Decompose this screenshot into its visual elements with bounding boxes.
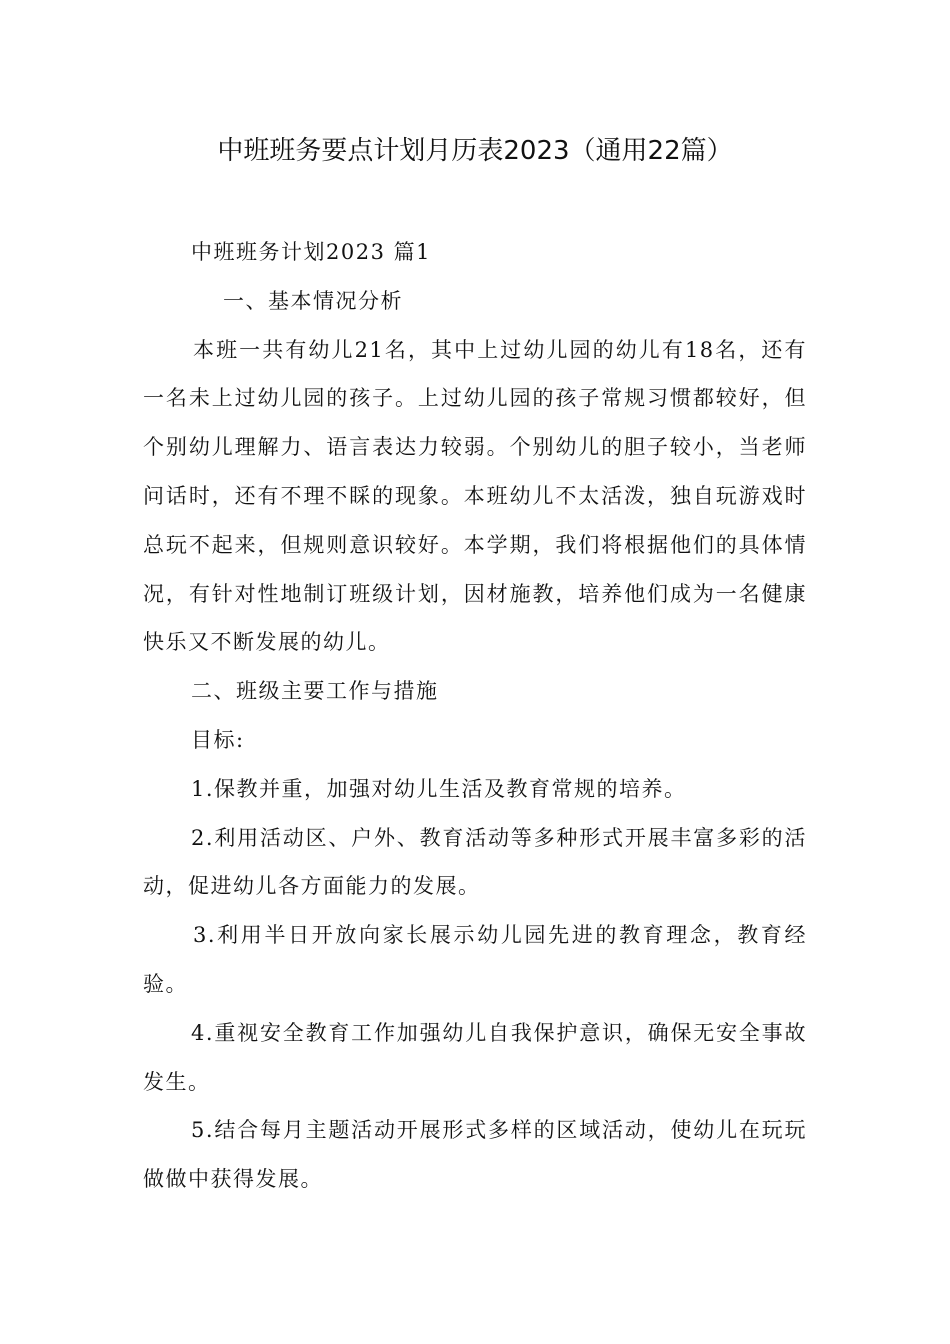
body-paragraph: 目标: (191, 727, 245, 752)
document-title: 中班班务要点计划月历表2023（通用22篇） (217, 136, 733, 166)
list-item: 1.保教并重，加强对幼儿生活及教育常规的培养。 (191, 776, 687, 801)
list-item: 2.利用活动区、户外、教育活动等多种形式开展丰富多彩的活动，促进幼儿各方面能力的发展。 (143, 825, 807, 899)
list-item: 4.重视安全教育工作加强幼儿自我保护意识，确保无安全事故发生。 (143, 1020, 807, 1094)
section-heading: 中班班务计划2023 篇1 (191, 240, 431, 264)
subsection-heading: 一、基本情况分析 (223, 288, 403, 313)
body-paragraph: 本班一共有幼儿21名，其中上过幼儿园的幼儿有18名，还有一名未上过幼儿园的孩子。上过幼儿园的孩子常规习惯都较好，但个别幼儿理解力、语言表达力较弱。个别幼儿的胆子较小，当老师问话时，还有不理不睬的现象。本班幼儿不太活泼，独自玩游戏时总玩不起来，但规则意识较好。本学期，我们将根据他们的具体情况，有针对性地制订班级计划，因材施教，培养他们成为一名健康快乐又不断发展的幼儿。 (143, 337, 807, 655)
list-item: 5.结合每月主题活动开展形式多样的区域活动，使幼儿在玩玩做做中获得发展。 (143, 1118, 807, 1192)
subsection-heading: 二、班级主要工作与措施 (191, 679, 439, 704)
list-item: 3.利用半日开放向家长展示幼儿园先进的教育理念，教育经验。 (143, 923, 807, 996)
document-body (143, 228, 807, 1204)
